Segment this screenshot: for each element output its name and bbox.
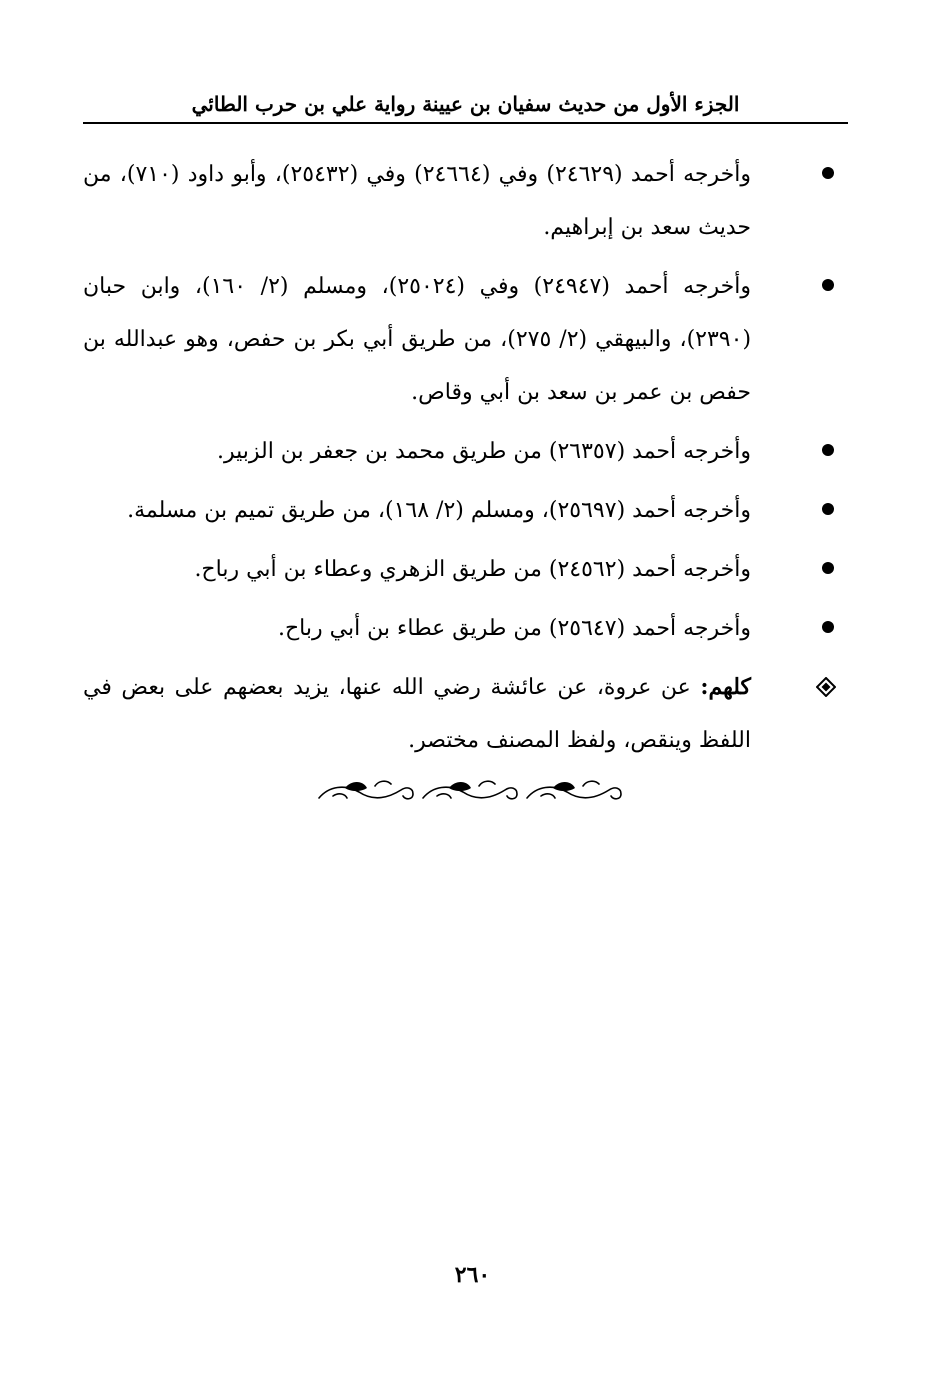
bullet-icon bbox=[822, 444, 834, 456]
summary-item bbox=[83, 661, 808, 767]
summary-lead: كلهم: bbox=[700, 674, 751, 700]
bullet-icon bbox=[822, 562, 834, 574]
running-header-title: الجزء الأول من حديث سفيان بن عيينة رواية علي بن حرب الطائي bbox=[191, 92, 740, 116]
takhrij-text: وأخرجه أحمد (٢٥٦٤٧) من طريق عطاء بن أبي رباح. bbox=[277, 616, 751, 641]
floral-divider-icon bbox=[315, 770, 625, 810]
main-text bbox=[83, 148, 808, 773]
bullet-icon bbox=[822, 621, 834, 633]
summary-text: عن عروة، عن عائشة رضي الله عنها، يزيد بعضهم على بعض في اللفظ وينقص، ولفظ المصنف مختصر. bbox=[83, 675, 751, 753]
takhrij-text: وأخرجه أحمد (٢٤٦٢٩) وفي (٢٤٦٦٤) وفي (٢٥٤٣٢)، وأبو داود (٧١٠)، من حديث سعد بن إبراهيم. bbox=[83, 162, 751, 240]
takhrij-item bbox=[83, 148, 808, 254]
takhrij-item bbox=[83, 484, 808, 537]
takhrij-text: وأخرجه أحمد (٢٥٦٩٧)، ومسلم (٢/ ١٦٨)، من طريق تميم بن مسلمة. bbox=[127, 498, 751, 523]
page-number: ٢٦٠ bbox=[454, 1262, 491, 1288]
bullet-icon bbox=[822, 503, 834, 515]
takhrij-item bbox=[83, 543, 808, 596]
bullet-icon bbox=[822, 167, 834, 179]
running-header bbox=[83, 86, 848, 124]
takhrij-text: وأخرجه أحمد (٢٤٩٤٧) وفي (٢٥٠٢٤)، ومسلم (٢/ ١٦٠)، وابن حبان (٢٣٩٠)، والبيهقي (٢/ ٢٧٥)، من طريق أبي بكر بن حفص، وهو عبدالله بن حفص بن عمر بن سعد بن أبي وقاص. bbox=[83, 274, 752, 405]
bullet-icon bbox=[822, 279, 834, 291]
takhrij-item bbox=[83, 260, 808, 419]
takhrij-text: وأخرجه أحمد (٢٦٣٥٧) من طريق محمد بن جعفر بن الزبير. bbox=[216, 439, 751, 464]
takhrij-item bbox=[83, 602, 808, 655]
takhrij-text: وأخرجه أحمد (٢٤٥٦٢) من طريق الزهري وعطاء بن أبي رباح. bbox=[194, 557, 751, 582]
takhrij-item bbox=[83, 425, 808, 478]
diamond-bullet-icon bbox=[816, 677, 836, 697]
